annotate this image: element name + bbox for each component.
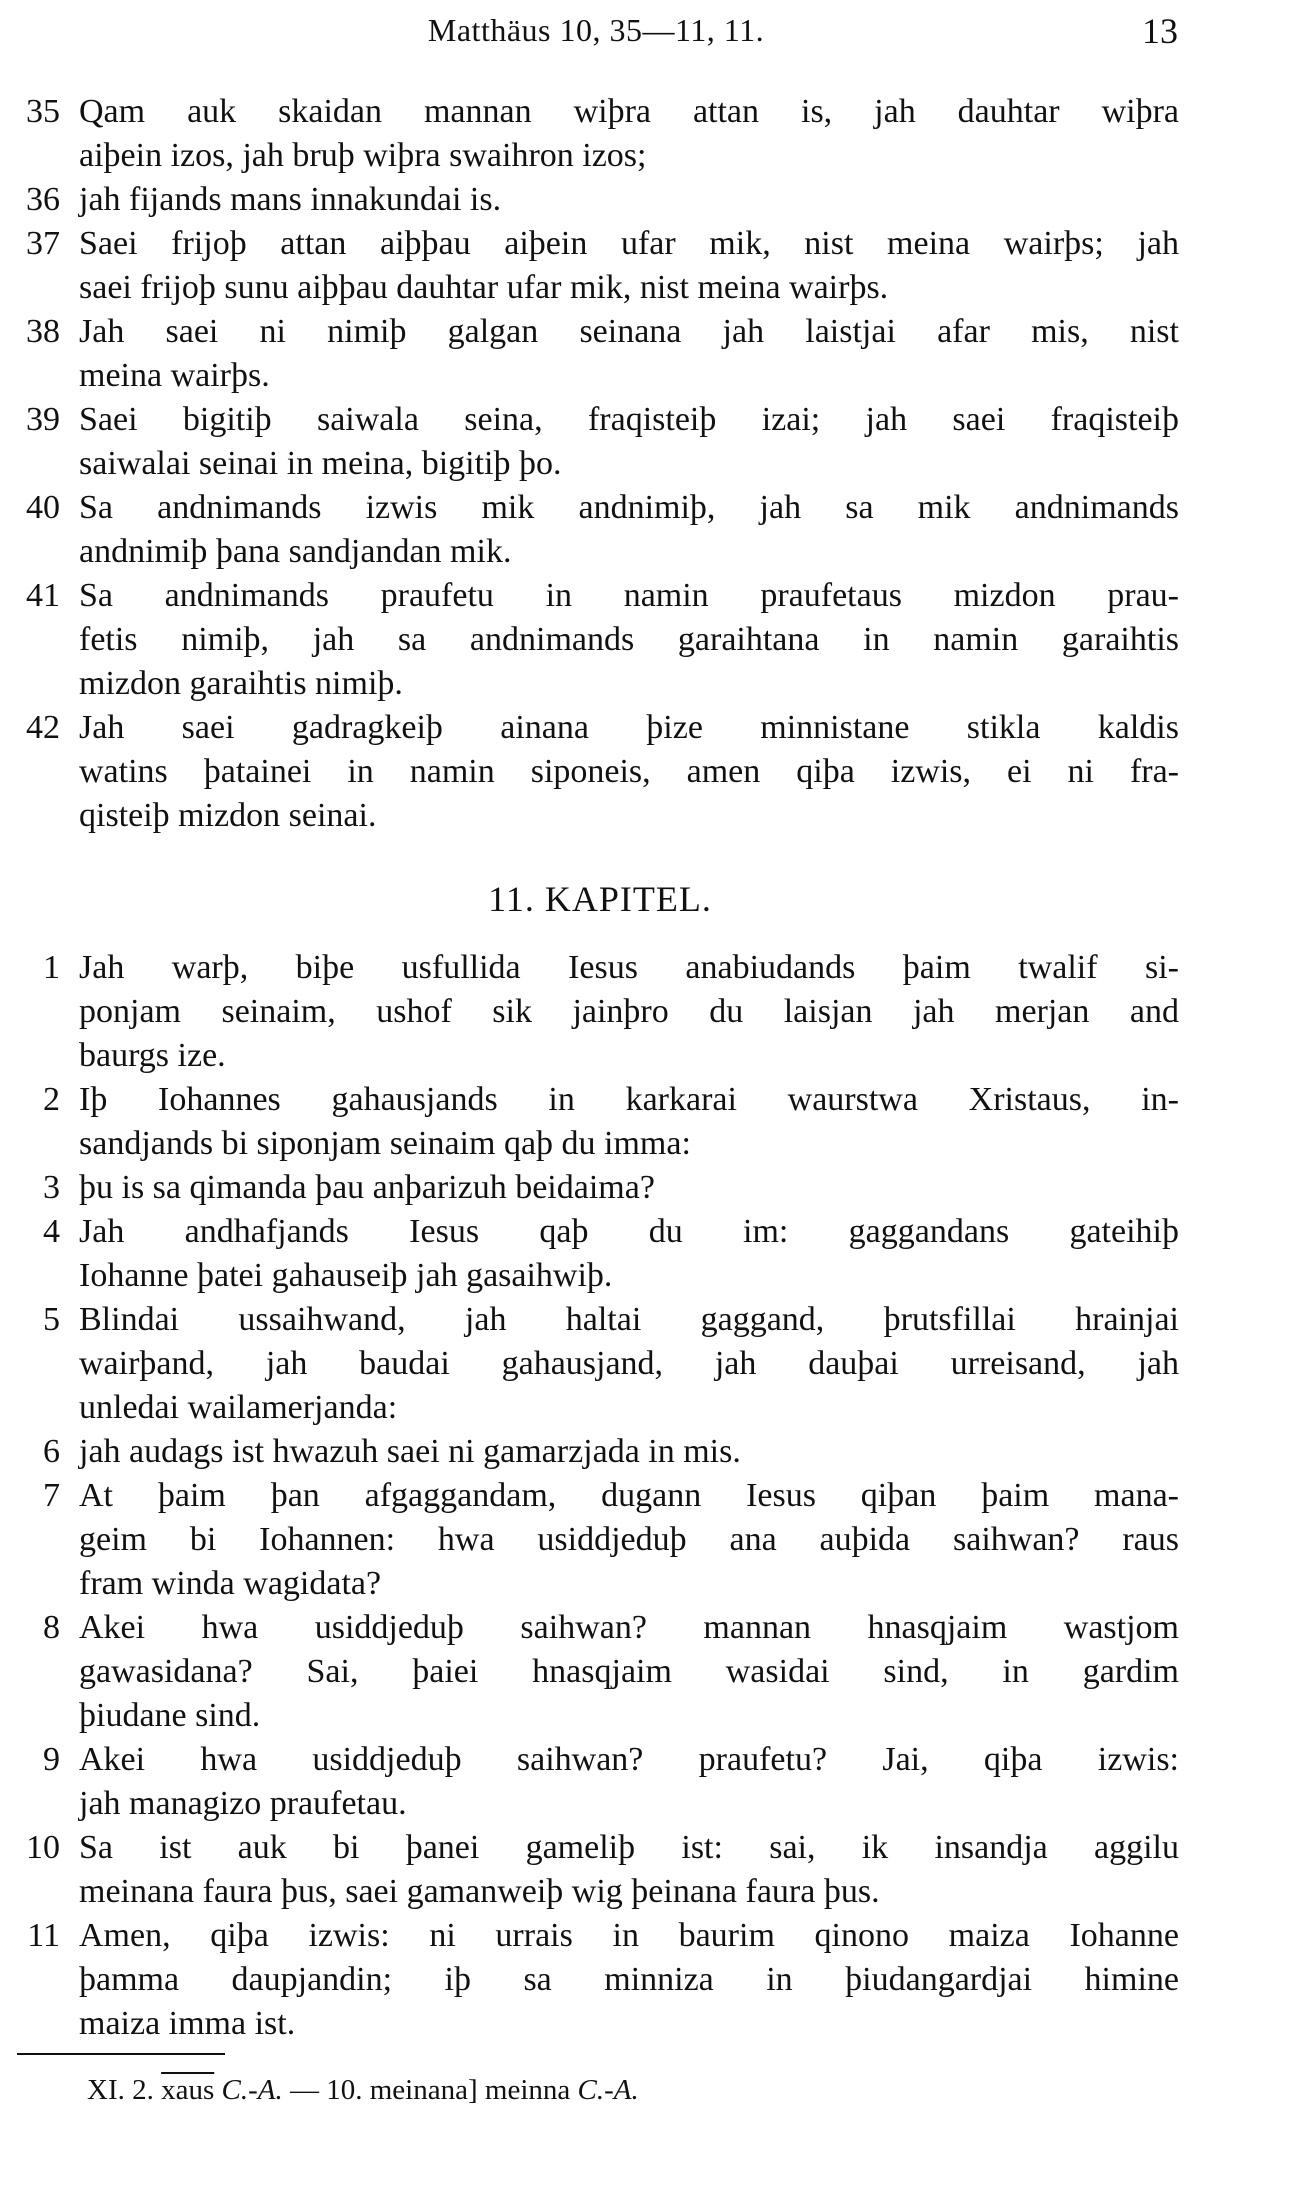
- verse-line: Blindai ussaihwand, jah haltai gaggand, þrutsfillai hrainjai: [79, 1301, 1179, 1338]
- verse-line: At þaim þan afgaggandam, dugann Iesus qiþan þaim mana-: [79, 1477, 1179, 1514]
- verse-line: Jah saei ni nimiþ galgan seinana jah laistjai afar mis, nist: [79, 313, 1179, 350]
- verse-number: 40: [26, 489, 60, 526]
- verse-number: 11: [27, 1917, 60, 1954]
- verse-number: 6: [43, 1433, 60, 1470]
- verse-line: ponjam seinaim, ushof sik jainþro du laisjan jah merjan and: [79, 993, 1179, 1030]
- verse-line: þiudane sind.: [79, 1697, 261, 1734]
- verse-number: 37: [26, 225, 60, 262]
- verse-number: 7: [43, 1477, 60, 1514]
- footnote-source: C.-A.: [221, 2074, 283, 2106]
- verse-line: gawasidana? Sai, þaiei hnasqjaim wasidai sind, in gardim: [79, 1653, 1179, 1690]
- verse-line: baurgs ize.: [79, 1037, 226, 1074]
- verse-line: Sa ist auk bi þanei gameliþ ist: sai, ik insandja aggilu: [79, 1829, 1179, 1866]
- verse-number: 8: [43, 1609, 60, 1646]
- verse-line: jah managizo praufetau.: [79, 1785, 407, 1822]
- verse-number: 3: [43, 1169, 60, 1206]
- verse-line: Iohanne þatei gahauseiþ jah gasaihwiþ.: [79, 1257, 613, 1294]
- verse-line: Sa andnimands praufetu in namin praufetaus mizdon prau-: [79, 577, 1179, 614]
- verse-line: Akei hwa usiddjeduþ saihwan? mannan hnasqjaim wastjom: [79, 1609, 1179, 1646]
- verse-number: 9: [43, 1741, 60, 1778]
- verse-line: wairþand, jah baudai gahausjand, jah dauþai urreisand, jah: [79, 1345, 1179, 1382]
- verse-line: Akei hwa usiddjeduþ saihwan? praufetu? Jai, qiþa izwis:: [79, 1741, 1179, 1778]
- verse-number: 35: [26, 93, 60, 130]
- verse-number: 5: [43, 1301, 60, 1338]
- verse-line: fetis nimiþ, jah sa andnimands garaihtana in namin garaihtis: [79, 621, 1179, 658]
- footnote-prefix: XI. 2.: [87, 2074, 154, 2106]
- verse-line: watins þatainei in namin siponeis, amen qiþa izwis, ei ni fra-: [79, 753, 1179, 790]
- verse-number: 2: [43, 1081, 60, 1118]
- verse-line: saiwalai seinai in meina, bigitiþ þo.: [79, 445, 562, 482]
- verse-number: 42: [26, 709, 60, 746]
- verse-line: qisteiþ mizdon seinai.: [79, 797, 377, 834]
- verse-line: Amen, qiþa izwis: ni urrais in baurim qinono maiza Iohanne: [79, 1917, 1179, 1954]
- verse-line: Jah warþ, biþe usfullida Iesus anabiudands þaim twalif si-: [79, 949, 1179, 986]
- footnote-middle: — 10. meinana] meinna: [290, 2074, 571, 2106]
- footnote-divider: [17, 2053, 225, 2055]
- verse-line: Qam auk skaidan mannan wiþra attan is, jah dauhtar wiþra: [79, 93, 1179, 130]
- verse-number: 1: [43, 949, 60, 986]
- header-title: Matthäus 10, 35—11, 11.: [427, 12, 765, 48]
- verse-line: meinana faura þus, saei gamanweiþ wig þeinana faura þus.: [79, 1873, 880, 1910]
- verse-line: þamma daupjandin; iþ sa minniza in þiudangardjai himine: [79, 1961, 1179, 1998]
- page-number: 13: [1142, 11, 1178, 51]
- verse-line: andnimiþ þana sandjandan mik.: [79, 533, 512, 570]
- verse-line: Jah saei gadragkeiþ ainana þize minnistane stikla kaldis: [79, 709, 1179, 746]
- verse-line: Iþ Iohannes gahausjands in karkarai waurstwa Xristaus, in-: [79, 1081, 1179, 1118]
- verse-number: 39: [26, 401, 60, 438]
- footnote-source: C.-A.: [577, 2074, 639, 2106]
- verse-line: maiza imma ist.: [79, 2005, 296, 2042]
- verse-number: 4: [43, 1213, 60, 1250]
- verse-line: jah audags ist hwazuh saei ni gamarzjada in mis.: [79, 1433, 741, 1470]
- verse-line: jah fijands mans innakundai is.: [79, 181, 502, 218]
- verse-number: 36: [26, 181, 60, 218]
- verse-line: saei frijoþ sunu aiþþau dauhtar ufar mik, nist meina wairþs.: [79, 269, 889, 306]
- verse-line: fram winda wagidata?: [79, 1565, 382, 1602]
- verse-line: Sa andnimands izwis mik andnimiþ, jah sa mik andnimands: [79, 489, 1179, 526]
- verse-number: 41: [26, 577, 60, 614]
- verse-line: sandjands bi siponjam seinaim qaþ du imma:: [79, 1125, 691, 1162]
- verse-number: 38: [26, 313, 60, 350]
- chapter-heading: 11. KAPITEL.: [488, 879, 712, 919]
- verse-line: meina wairþs.: [79, 357, 270, 394]
- verse-line: geim bi Iohannen: hwa usiddjeduþ ana auþida saihwan? raus: [79, 1521, 1179, 1558]
- verse-number: 10: [26, 1829, 60, 1866]
- verse-line: Saei bigitiþ saiwala seina, fraqisteiþ izai; jah saei fraqisteiþ: [79, 401, 1179, 438]
- verse-line: mizdon garaihtis nimiþ.: [79, 665, 403, 702]
- verse-line: Jah andhafjands Iesus qaþ du im: gaggandans gateihiþ: [79, 1213, 1179, 1250]
- verse-line: aiþein izos, jah bruþ wiþra swaihron izos;: [79, 137, 647, 174]
- footnote-word: xaus: [161, 2074, 215, 2106]
- footnote: [87, 2074, 639, 2107]
- verse-line: þu is sa qimanda þau anþarizuh beidaima?: [79, 1169, 655, 1206]
- verse-line: unledai wailamerjanda:: [79, 1389, 398, 1426]
- verse-line: Saei frijoþ attan aiþþau aiþein ufar mik, nist meina wairþs; jah: [79, 225, 1179, 262]
